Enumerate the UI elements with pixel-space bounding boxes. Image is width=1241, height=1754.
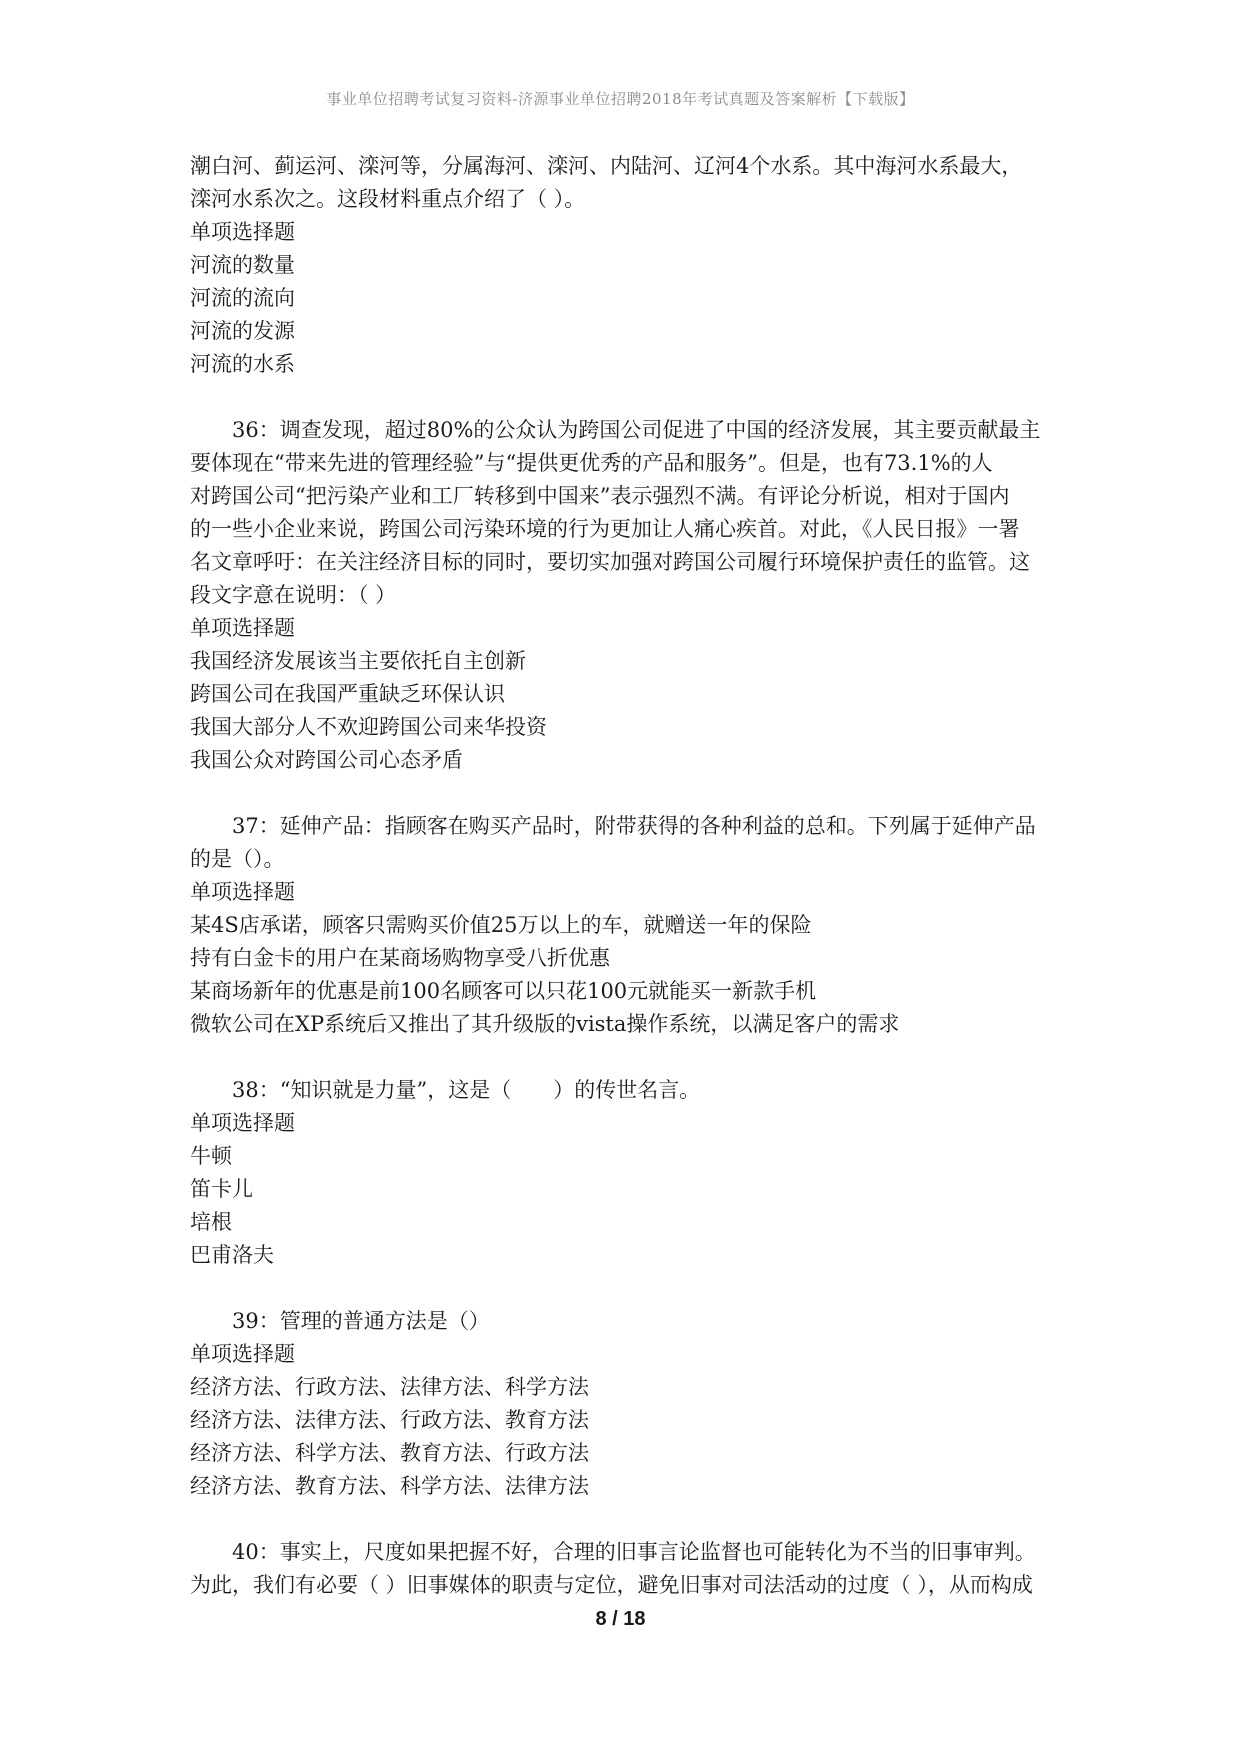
question-stem-line: 潮白河、蓟运河、滦河等，分属海河、滦河、内陆河、辽河4个水系。其中海河水系最大， [190, 154, 1023, 178]
option-item: 笛卡儿 [190, 1177, 253, 1201]
option-item: 培根 [190, 1210, 232, 1234]
question-stem-line: 为此，我们有必要（ ）旧事媒体的职责与定位，避免旧事对司法活动的过度（ ），从而构成 [190, 1573, 1033, 1597]
option-item: 河流的水系 [190, 352, 295, 376]
option-item: 跨国公司在我国严重缺乏环保认识 [190, 682, 505, 706]
option-item: 河流的流向 [190, 286, 295, 310]
question-stem-line: 段文字意在说明：（ ） [190, 583, 397, 607]
question-stem-line: 要体现在“带来先进的管理经验”与“提供更优秀的产品和服务”。但是，也有73.1%的人 [190, 451, 993, 475]
question-stem-line: 36：调查发现，超过80%的公众认为跨国公司促进了中国的经济发展，其主要贡献最主 [232, 418, 1041, 442]
option-item: 经济方法、科学方法、教育方法、行政方法 [190, 1441, 589, 1465]
page-header: 事业单位招聘考试复习资料-济源事业单位招聘2018年考试真题及答案解析【下载版】 [326, 90, 915, 108]
question-type: 单项选择题 [190, 1342, 295, 1366]
question-39 [190, 1305, 1070, 1503]
question-stem-line: 40：事实上，尺度如果把握不好，合理的旧事言论监督也可能转化为不当的旧事审判。 [232, 1540, 1036, 1564]
question-stem-line: 对跨国公司“把污染产业和工厂转移到中国来”表示强烈不满。有评论分析说，相对于国内 [190, 484, 1010, 508]
option-item: 持有白金卡的用户在某商场购物享受八折优惠 [190, 946, 610, 970]
option-item: 牛顿 [190, 1144, 232, 1168]
question-stem-line: 38：“知识就是力量”，这是（ ）的传世名言。 [232, 1078, 701, 1102]
question-36 [190, 414, 1070, 777]
option-item: 河流的发源 [190, 319, 295, 343]
question-stem-line: 的是（）。 [190, 847, 285, 871]
option-item: 巴甫洛夫 [190, 1243, 274, 1267]
document-body [190, 150, 1070, 1602]
question-stem-line: 名文章呼吁：在关注经济目标的同时，要切实加强对跨国公司履行环境保护责任的监管。这 [190, 550, 1030, 574]
question-stem-line: 滦河水系次之。这段材料重点介绍了（ ）。 [190, 187, 586, 211]
option-item: 某商场新年的优惠是前100名顾客可以只花100元就能买一新款手机 [190, 979, 817, 1003]
page-number: 8 / 18 [595, 1608, 646, 1630]
option-item: 经济方法、教育方法、科学方法、法律方法 [190, 1474, 589, 1498]
option-item: 我国大部分人不欢迎跨国公司来华投资 [190, 715, 547, 739]
question-stem-line: 37：延伸产品：指顾客在购买产品时，附带获得的各种利益的总和。下列属于延伸产品 [232, 814, 1036, 838]
option-item: 河流的数量 [190, 253, 295, 277]
option-item: 某4S店承诺，顾客只需购买价值25万以上的车，就赠送一年的保险 [190, 913, 812, 937]
question-37 [190, 810, 1070, 1041]
option-item: 微软公司在XP系统后又推出了其升级版的vista操作系统，以满足客户的需求 [190, 1012, 900, 1036]
option-item: 我国公众对跨国公司心态矛盾 [190, 748, 463, 772]
question-40 [190, 1536, 1070, 1602]
question-stem-line: 39：管理的普通方法是（） [232, 1309, 490, 1333]
question-type: 单项选择题 [190, 220, 295, 244]
question-type: 单项选择题 [190, 1111, 295, 1135]
question-35 [190, 150, 1070, 381]
question-stem-line: 的一些小企业来说，跨国公司污染环境的行为更加让人痛心疾首。对此，《人民日报》一署 [190, 517, 1020, 541]
question-38 [190, 1074, 1070, 1272]
question-type: 单项选择题 [190, 616, 295, 640]
option-item: 经济方法、行政方法、法律方法、科学方法 [190, 1375, 589, 1399]
option-item: 经济方法、法律方法、行政方法、教育方法 [190, 1408, 589, 1432]
question-type: 单项选择题 [190, 880, 295, 904]
option-item: 我国经济发展该当主要依托自主创新 [190, 649, 526, 673]
